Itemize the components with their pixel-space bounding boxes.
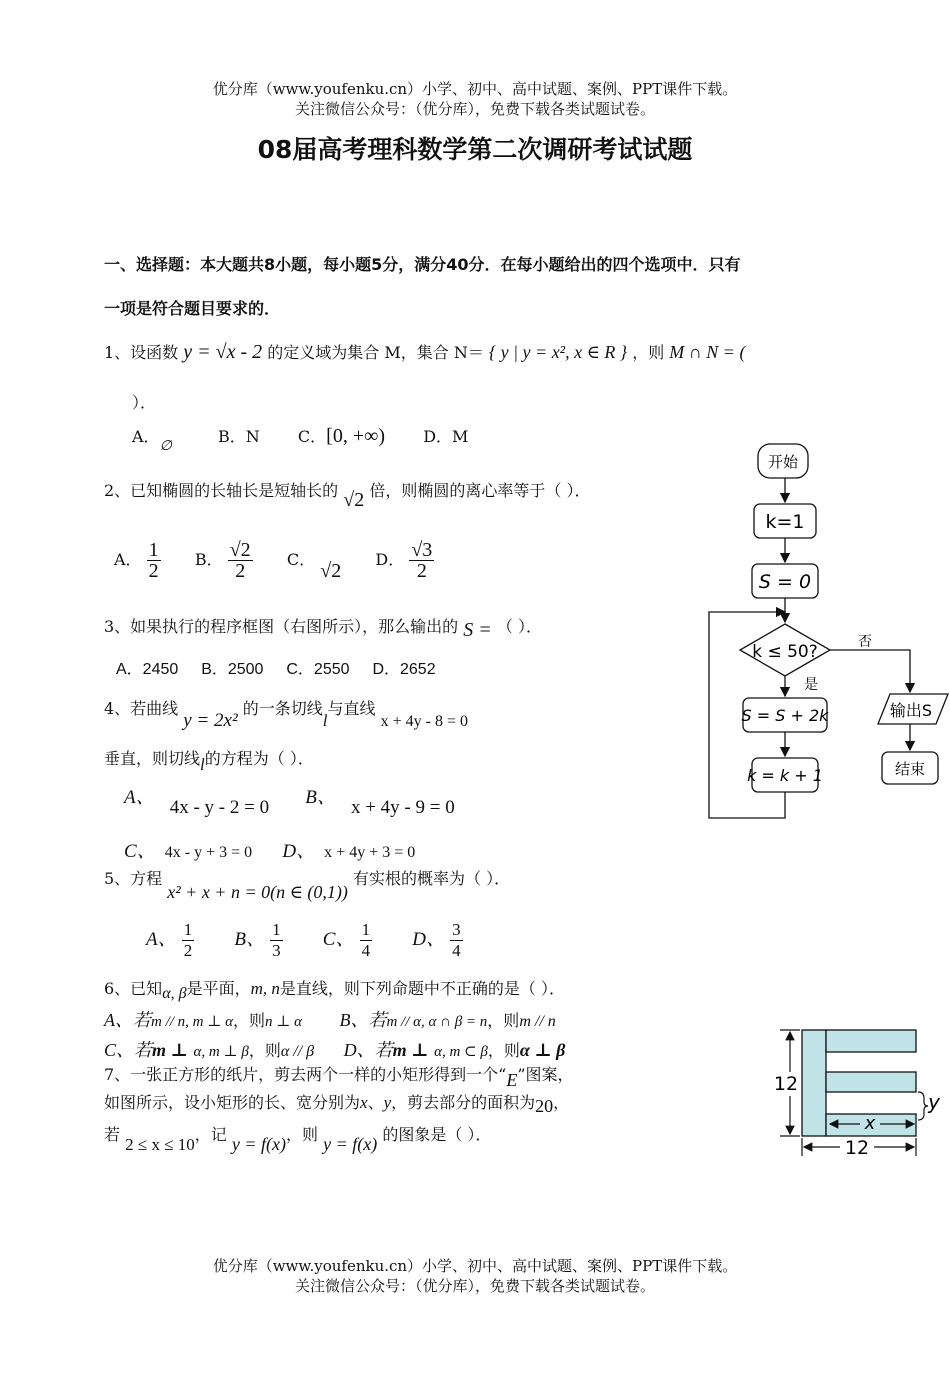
flow-init-k: k=1 — [765, 511, 805, 533]
q1-option-d: D．M — [423, 427, 469, 446]
q2-option-d-frac — [409, 540, 434, 581]
q7-text-3: 如图所示，设小矩形的长、宽分别为 — [104, 1093, 361, 1112]
q5-c-den: 4 — [361, 941, 371, 960]
header-line-2: 关注微信公众号：（优分库），免费下载各类试题试卷。 — [294, 100, 655, 118]
flow-end: 结束 — [894, 760, 926, 778]
q6-option-d-label: D、若 — [343, 1040, 393, 1060]
q3-s: S = — [463, 619, 492, 641]
flow-init-s: S = 0 — [758, 571, 812, 593]
q3-text-2: （ ）． — [496, 617, 542, 636]
q5-a-num: 1 — [183, 920, 193, 939]
q7-text-9: ，则 — [286, 1125, 319, 1144]
q4-text-1: 4、若曲线 — [104, 699, 179, 718]
q1-option-a-label: A． — [132, 427, 160, 446]
e-bottom-label: 12 — [844, 1137, 870, 1159]
q2-option-a-label: A． — [114, 550, 142, 569]
q1-option-a-value: ∅ — [159, 439, 172, 454]
e-top-bar — [826, 1030, 916, 1052]
q4-text-3: 与直线 — [327, 699, 376, 718]
q6-option-a-cond: m // n, m ⊥ α — [151, 1014, 233, 1030]
q5-b-den: 3 — [272, 941, 281, 960]
q6-lines: m, n — [250, 979, 280, 998]
q2-b-den: 2 — [235, 560, 246, 582]
q5-d-num: 3 — [452, 920, 461, 939]
q5-option-b-label: B、 — [234, 929, 265, 950]
q2-option-c-value: √2 — [320, 560, 342, 582]
q4-option-b-label: B、 — [305, 787, 336, 808]
q6-options-cd — [104, 1036, 565, 1062]
q5-option-d-label: D、 — [412, 929, 445, 950]
flow-no-label: 否 — [858, 634, 872, 650]
q5-option-b-frac — [270, 920, 283, 961]
section-heading-line-2: 一项是符合题目要求的． — [104, 299, 281, 318]
flowchart-figure — [700, 436, 950, 826]
q3-option-c: C．2550 — [286, 661, 350, 678]
q5-text-2: 有实根的概率为（ ）． — [353, 869, 511, 888]
question-3 — [104, 614, 542, 641]
q5-option-c-label: C、 — [322, 929, 355, 950]
q7-line-3 — [104, 1122, 492, 1154]
header-line-1: 优分库（www.youfenku.cn）小学、初中、高中试题、案例、PPT课件下载。 — [212, 80, 738, 98]
q5-option-c-frac — [360, 920, 373, 961]
q6-text-3: 是直线，则下列命题中不正确的是（ ）． — [279, 979, 565, 998]
q4-option-c-label: C、 — [124, 841, 156, 862]
question-7 — [104, 1062, 574, 1090]
q5-text-1: 5、方程 — [104, 869, 163, 888]
flow-arrow-no — [830, 650, 910, 692]
q4-option-b-value: x + 4y - 9 = 0 — [350, 797, 455, 818]
q2-text-1: 2、已知椭圆的长轴长是短轴长的 — [104, 481, 339, 500]
q4-curve: y = 2x² — [183, 710, 238, 731]
flow-condition: k ≤ 50? — [752, 642, 818, 662]
q1-option-b: B．N — [217, 427, 260, 446]
q7-y: y — [383, 1093, 392, 1112]
q3-option-d: D．2652 — [372, 661, 436, 678]
q5-b-num: 1 — [272, 920, 281, 939]
q7-area: 20 — [535, 1096, 554, 1116]
q2-option-b-frac — [228, 540, 253, 581]
q7-text-8: ，记 — [194, 1125, 227, 1144]
q4-l-2: l — [200, 755, 205, 774]
q7-text-10: 的图象是（ ）． — [382, 1125, 492, 1144]
q7-e: E — [506, 1070, 518, 1090]
q6-option-c-m: m ⊥ — [152, 1040, 188, 1060]
q5-c-num: 1 — [361, 920, 371, 939]
flow-output: 输出S — [889, 701, 933, 720]
q6-option-b-cond: m // α, α ∩ β = n — [386, 1014, 488, 1030]
q4-options-ab — [124, 782, 455, 818]
q6-options-ab — [104, 1006, 556, 1032]
q1-options — [132, 424, 469, 454]
q7-range: 2 ≤ x ≤ 10 — [125, 1135, 195, 1154]
q6-option-d-m: m ⊥ — [392, 1040, 429, 1060]
q6-option-c-then: ，则 — [248, 1041, 281, 1060]
question-6 — [104, 976, 565, 1002]
q4-option-a-value: 4x - y - 2 = 0 — [169, 797, 270, 818]
q1-function: y = √x - 2 — [183, 341, 263, 363]
q4-l: l — [322, 711, 328, 730]
q4-text-5: 的方程为（ ）． — [204, 749, 314, 768]
q7-f2: y = f(x) — [323, 1134, 378, 1154]
q1-option-c-value: [0, +∞) — [326, 425, 386, 447]
q7-text-7: 若 — [104, 1125, 121, 1144]
q2-d-num: √3 — [411, 539, 433, 561]
q2-option-c-label: C． — [286, 550, 316, 569]
e-y-brace — [918, 1092, 928, 1120]
q6-option-d-then: ，则 — [487, 1041, 520, 1060]
q7-f1: y = f(x) — [231, 1134, 287, 1154]
q6-option-b-label: B、若 — [339, 1010, 387, 1030]
q1-intersection: M ∩ N = ( — [669, 342, 746, 362]
q7-text-6: ， — [553, 1093, 570, 1112]
q1-text-1: 1、设函数 — [104, 343, 179, 362]
q1-text-2: 的定义域为集合 M，集合 N＝ — [267, 343, 484, 362]
e-middle-bar — [826, 1072, 916, 1092]
flow-update-s: S = S + 2k — [741, 706, 829, 725]
q2-a-num: 1 — [148, 539, 159, 561]
q4-text-4: 垂直，则切线 — [104, 749, 201, 768]
q6-option-b-then: ，则 — [487, 1011, 520, 1030]
flow-yes-label: 是 — [804, 677, 818, 693]
e-y-label: y — [928, 1090, 940, 1114]
q4-line-2 — [104, 746, 314, 774]
q4-option-a-label: A、 — [124, 787, 155, 808]
q3-option-b: B．2500 — [201, 661, 264, 678]
q3-options — [116, 656, 436, 679]
q7-x: x — [360, 1093, 368, 1112]
flow-update-k: k = k + 1 — [747, 766, 823, 785]
question-4 — [104, 696, 468, 731]
q7-text-5: ，剪去部分的面积为 — [391, 1093, 536, 1112]
e-spine — [802, 1030, 826, 1136]
q7-text-1: 7、一张正方形的纸片，剪去两个一样的小矩形得到一个“ — [104, 1065, 507, 1084]
q4-option-c-value: 4x - y + 3 = 0 — [164, 844, 253, 861]
q6-planes: α, β — [162, 985, 187, 1002]
q7-text-2: ”图案， — [517, 1065, 574, 1084]
q2-ratio: √2 — [343, 489, 365, 511]
q3-text-1: 3、如果执行的程序框图（右图所示），那么输出的 — [104, 617, 459, 636]
q6-text-1: 6、已知 — [104, 979, 163, 998]
q5-d-den: 4 — [452, 941, 461, 960]
q2-option-d-label: D． — [375, 550, 405, 569]
footer-line-2: 关注微信公众号：（优分库），免费下载各类试题试卷。 — [294, 1277, 655, 1295]
q7-text-4: 、 — [367, 1093, 384, 1112]
q4-option-d-label: D、 — [282, 841, 316, 862]
q4-option-d-value: x + 4y + 3 = 0 — [324, 844, 416, 861]
page-title: 08届高考理科数学第二次调研考试试题 — [257, 135, 693, 164]
q4-text-2: 的一条切线 — [242, 699, 323, 718]
flow-start: 开始 — [767, 453, 799, 471]
q2-option-b-label: B． — [194, 550, 223, 569]
q6-option-c-cond: α, m ⊥ β — [193, 1044, 249, 1060]
footer-line-1: 优分库（www.youfenku.cn）小学、初中、高中试题、案例、PPT课件下载。 — [212, 1257, 738, 1275]
q7-line-2 — [104, 1090, 570, 1116]
q6-option-c-res: α // β — [280, 1043, 315, 1060]
e-side-label: 12 — [773, 1073, 799, 1095]
q2-b-num: √2 — [229, 539, 251, 561]
q2-a-den: 2 — [148, 560, 159, 582]
q6-option-d-cond: α, m ⊂ β — [434, 1044, 488, 1060]
e-shape-figure — [770, 1024, 950, 1164]
q5-option-a-label: A、 — [146, 929, 177, 950]
q2-d-den: 2 — [416, 560, 427, 582]
q6-option-d-res: α ⊥ β — [519, 1040, 566, 1060]
question-2 — [104, 478, 591, 511]
q5-equation: x² + x + n = 0(n ∈ (0,1)) — [167, 882, 348, 902]
e-x-label: x — [864, 1113, 876, 1134]
q1-close: ）． — [132, 393, 157, 412]
question-5 — [104, 866, 511, 902]
q3-option-a: A．2450 — [116, 661, 179, 678]
q1-option-c-label: C． — [297, 427, 327, 446]
q4-options-cd — [124, 836, 415, 863]
q6-option-a-res: n ⊥ α — [265, 1014, 302, 1030]
q5-option-a-frac — [182, 920, 195, 961]
q1-set-n: { y | y = x², x ∈ R } — [488, 342, 628, 362]
q6-option-b-res: m // n — [519, 1013, 556, 1030]
question-1 — [104, 340, 745, 364]
q2-option-a-frac — [147, 540, 161, 581]
q6-option-a-label: A、若 — [104, 1010, 151, 1030]
q5-a-den: 2 — [183, 941, 193, 960]
q1-text-3: ，则 — [632, 343, 665, 362]
q2-text-2: 倍，则椭圆的离心率等于（ ）． — [369, 481, 591, 500]
q6-option-a-then: ，则 — [232, 1011, 265, 1030]
q6-option-c-label: C、若 — [104, 1040, 153, 1060]
q2-options — [114, 540, 434, 581]
q5-option-d-frac — [450, 920, 463, 961]
section-heading-line-1: 一、选择题：本大题共8小题，每小题5分，满分40分．在每小题给出的四个选项中．只有 — [104, 255, 741, 274]
q5-options — [146, 920, 463, 961]
q6-text-2: 是平面， — [186, 979, 251, 998]
q4-line: x + 4y - 8 = 0 — [380, 713, 468, 730]
